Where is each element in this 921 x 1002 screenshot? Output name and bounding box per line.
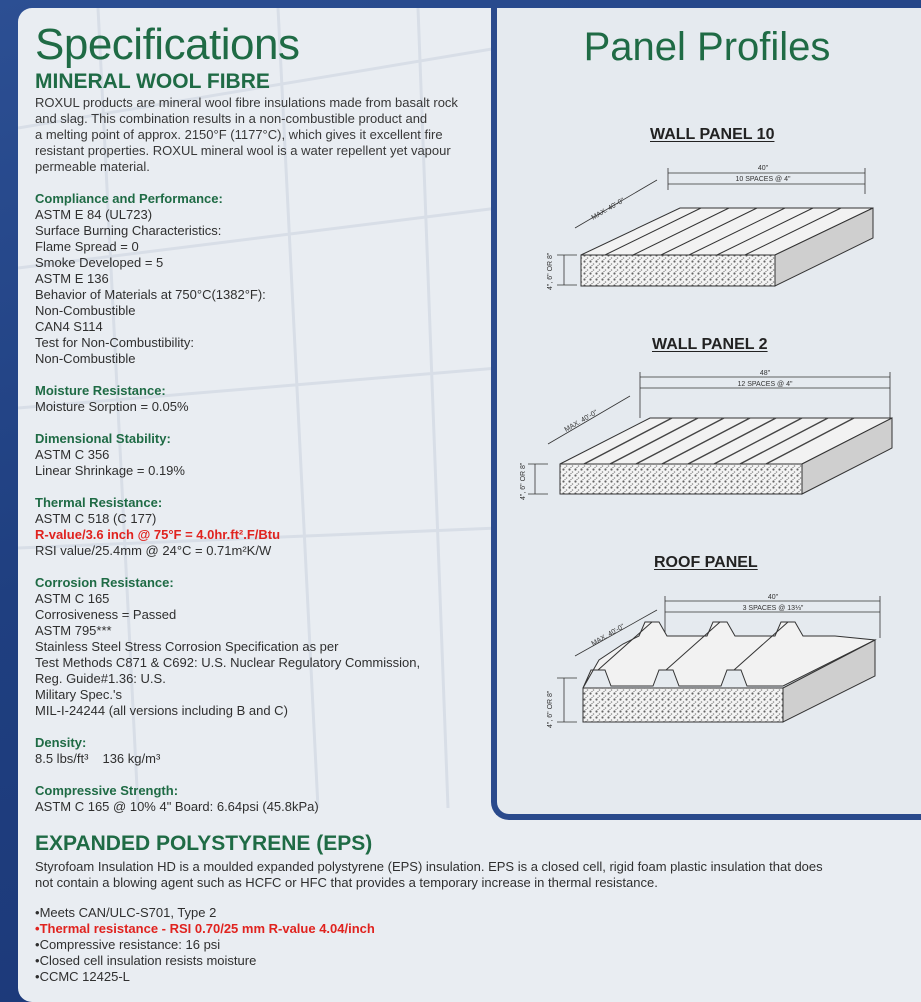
wall2-width-dim: 48" [759, 370, 771, 377]
moisture-section [35, 383, 485, 415]
spec-line: Corrosiveness = Passed [35, 607, 177, 622]
dimensional-section [35, 431, 485, 479]
roof-thickness-dim: 4", 6" OR 8" [547, 690, 554, 728]
corrosion-heading: Corrosion Resistance: [35, 575, 174, 590]
list-item: • Closed cell insulation resists moisture [35, 953, 895, 969]
spec-line: CAN4 S114 [35, 319, 103, 334]
moisture-heading: Moisture Resistance: [35, 383, 166, 398]
spec-line: ASTM 795*** [35, 623, 112, 638]
corrosion-section [35, 575, 485, 719]
spec-line: Test Methods C871 & C692: U.S. Nuclear Regulatory Commission, [35, 655, 421, 670]
spec-line: Moisture Sorption = 0.05% [35, 399, 189, 414]
roof-spacing-dim: 3 SPACES @ 13⅓" [742, 605, 804, 612]
spec-line: Non-Combustible [35, 351, 136, 366]
compliance-section [35, 191, 485, 367]
eps-heading: EXPANDED POLYSTYRENE (EPS) [35, 832, 373, 855]
thermal-section [35, 495, 485, 559]
specifications-column [35, 22, 485, 815]
spec-line: Linear Shrinkage = 0.19% [35, 463, 185, 478]
list-item: • CCMC 12425-L [35, 969, 895, 985]
list-item: • Meets CAN/ULC-S701, Type 2 [35, 905, 895, 921]
roof-width-dim: 40" [767, 594, 779, 601]
thermal-resistance-highlight: • Thermal resistance - RSI 0.70/25 mm R-value 4.04/inch [35, 921, 895, 937]
wall-panel-10-label: WALL PANEL 10 [650, 126, 775, 143]
spec-line: Stainless Steel Stress Corrosion Specification as per [35, 639, 339, 654]
spec-line: ASTM C 165 [35, 591, 110, 606]
spec-line: Smoke Developed = 5 [35, 255, 164, 270]
wall2-spacing-dim: 12 SPACES @ 4" [737, 381, 793, 388]
list-item: • Compressive resistance: 16 psi [35, 937, 895, 953]
spec-line: Flame Spread = 0 [35, 239, 139, 254]
density-section [35, 735, 485, 767]
page-title: Specifications [35, 20, 300, 69]
compressive-section [35, 783, 485, 815]
compliance-heading: Compliance and Performance: [35, 191, 223, 206]
wall10-max-dim: MAX. 40'-0" [590, 197, 626, 222]
intro-line: resistant properties. ROXUL mineral wool is a water repellent yet vapour [35, 143, 451, 158]
intro-line: and slag. This combination results in a non-combustible product and [35, 111, 428, 126]
eps-section [35, 832, 895, 985]
mineral-wool-heading: MINERAL WOOL FIBRE [35, 70, 270, 93]
density-values [35, 751, 485, 767]
density-heading: Density: [35, 735, 87, 750]
intro-line: ROXUL products are mineral wool fibre insulations made from basalt rock [35, 95, 458, 110]
r-value-highlight: R-value/3.6 inch @ 75°F = 4.0hr.ft².F/Btu [35, 527, 281, 542]
spec-line: Military Spec.'s [35, 687, 123, 702]
spec-line: Non-Combustible [35, 303, 136, 318]
eps-intro [35, 859, 835, 891]
mineral-wool-intro [35, 95, 485, 175]
density-metric: 136 kg/m³ [102, 751, 161, 766]
wall-panel-2-diagram [520, 366, 900, 506]
wall10-spacing-dim: 10 SPACES @ 4" [735, 176, 791, 183]
eps-intro-line: not contain a blowing agent such as HCFC or HFC that provides a temporary increase in thermal resistance. [35, 875, 658, 890]
spec-line: Reg. Guide#1.36: U.S. [35, 671, 166, 686]
spec-line: ASTM C 165 @ 10% 4" Board: 6.64psi (45.8kPa) [35, 799, 319, 814]
density-imperial: 8.5 lbs/ft³ [35, 751, 89, 766]
spec-line: ASTM E 84 (UL723) [35, 207, 153, 222]
eps-bullet-list [35, 905, 895, 985]
roof-max-dim: MAX. 40'-0" [590, 623, 626, 648]
wall-panel-10-diagram [535, 158, 885, 298]
spec-line: ASTM E 136 [35, 271, 109, 286]
spec-line: MIL-I-24244 (all versions including B and C) [35, 703, 288, 718]
intro-line: permeable material. [35, 159, 150, 174]
wall2-thickness-dim: 4", 6" OR 8" [520, 462, 527, 500]
spec-line: Surface Burning Characteristics: [35, 223, 222, 238]
spec-line: ASTM C 518 (C 177) [35, 511, 157, 526]
eps-intro-line: Styrofoam Insulation HD is a moulded expanded polystyrene (EPS) insulation. EPS is a closed cell, rigid foam plastic insulation that does [35, 859, 823, 874]
spec-line: ASTM C 356 [35, 447, 110, 462]
thermal-heading: Thermal Resistance: [35, 495, 163, 510]
spec-line: Test for Non-Combustibility: [35, 335, 194, 350]
roof-panel-diagram [535, 590, 895, 740]
panel-profiles-title: Panel Profiles [583, 25, 831, 69]
spec-line: RSI value/25.4mm @ 24°C = 0.71m²K/W [35, 543, 272, 558]
spec-line: Behavior of Materials at 750°C(1382°F): [35, 287, 266, 302]
wall10-width-dim: 40" [757, 165, 769, 172]
wall10-thickness-dim: 4", 6" OR 8" [547, 252, 554, 290]
roof-panel-label: ROOF PANEL [654, 554, 758, 571]
intro-line: a melting point of approx. 2150°F (1177°C), which gives it excellent fire [35, 127, 443, 142]
wall-panel-2-label: WALL PANEL 2 [652, 336, 768, 353]
compressive-heading: Compressive Strength: [35, 783, 179, 798]
wall2-max-dim: MAX. 40'-0" [563, 409, 599, 434]
dimensional-heading: Dimensional Stability: [35, 431, 171, 446]
